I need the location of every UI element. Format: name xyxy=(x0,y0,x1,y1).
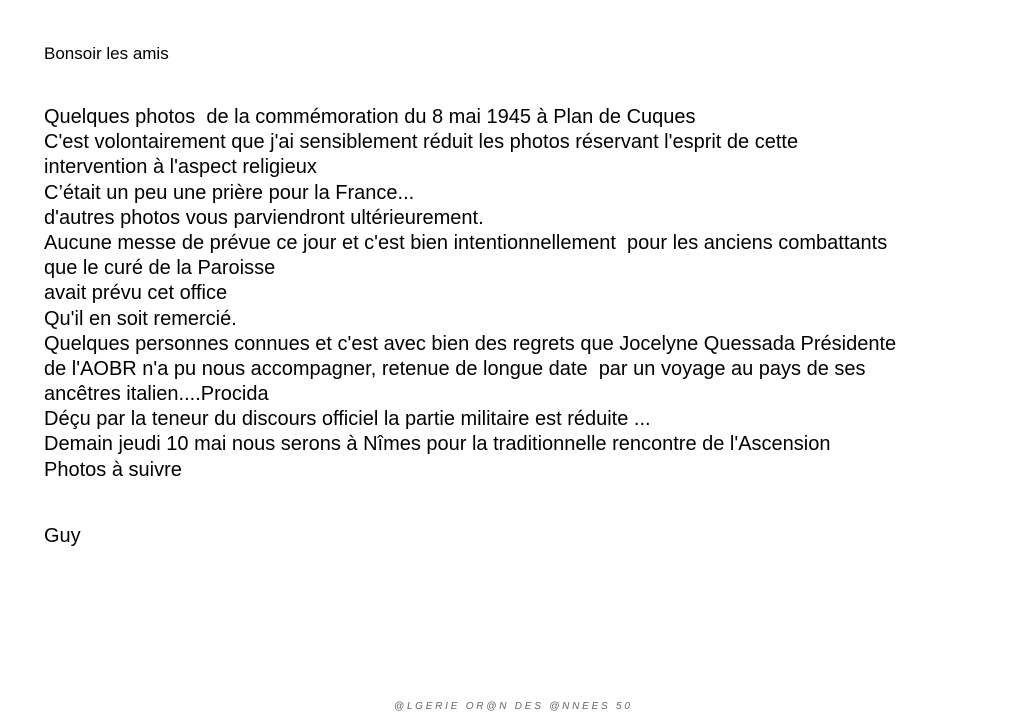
signature: Guy xyxy=(44,525,81,547)
greeting: Bonsoir les amis xyxy=(44,44,169,63)
body-line: Quelques personnes connues et c'est avec bien des regrets que Jocelyne Quessada Présidente xyxy=(44,332,897,355)
message-body xyxy=(44,105,896,483)
body-line: Photos à suivre xyxy=(44,458,182,481)
body-line: C'est volontairement que j'ai sensiblement réduit les photos réservant l'esprit de cette xyxy=(44,131,799,154)
body-line: d'autres photos vous parviendront ultérieurement. xyxy=(44,206,484,229)
body-line: Quelques photos de la commémoration du 8 mai 1945 à Plan de Cuques xyxy=(44,106,696,128)
body-line: avait prévu cet office xyxy=(44,282,228,305)
body-line: Demain jeudi 10 mai nous serons à Nîmes pour la traditionnelle rencontre de l'Ascension xyxy=(44,433,831,456)
body-line: C’était un peu une prière pour la France... xyxy=(44,181,415,204)
body-line: que le curé de la Paroisse xyxy=(44,257,276,280)
body-line: Aucune messe de prévue ce jour et c'est bien intentionnellement pour les anciens combattants xyxy=(44,231,888,254)
body-line: Déçu par la teneur du discours officiel la partie militaire est réduite ... xyxy=(44,408,651,431)
body-line: intervention à l'aspect religieux xyxy=(44,156,317,179)
body-line: ancêtres italien....Procida xyxy=(44,383,269,406)
body-line: Qu'il en soit remercié. xyxy=(44,307,237,330)
footer-watermark: @ L G E R I E O R @ N D E S @ N N E E S 5 0 xyxy=(394,701,630,712)
body-line: de l'AOBR n'a pu nous accompagner, retenue de longue date par un voyage au pays de ses xyxy=(44,357,866,380)
